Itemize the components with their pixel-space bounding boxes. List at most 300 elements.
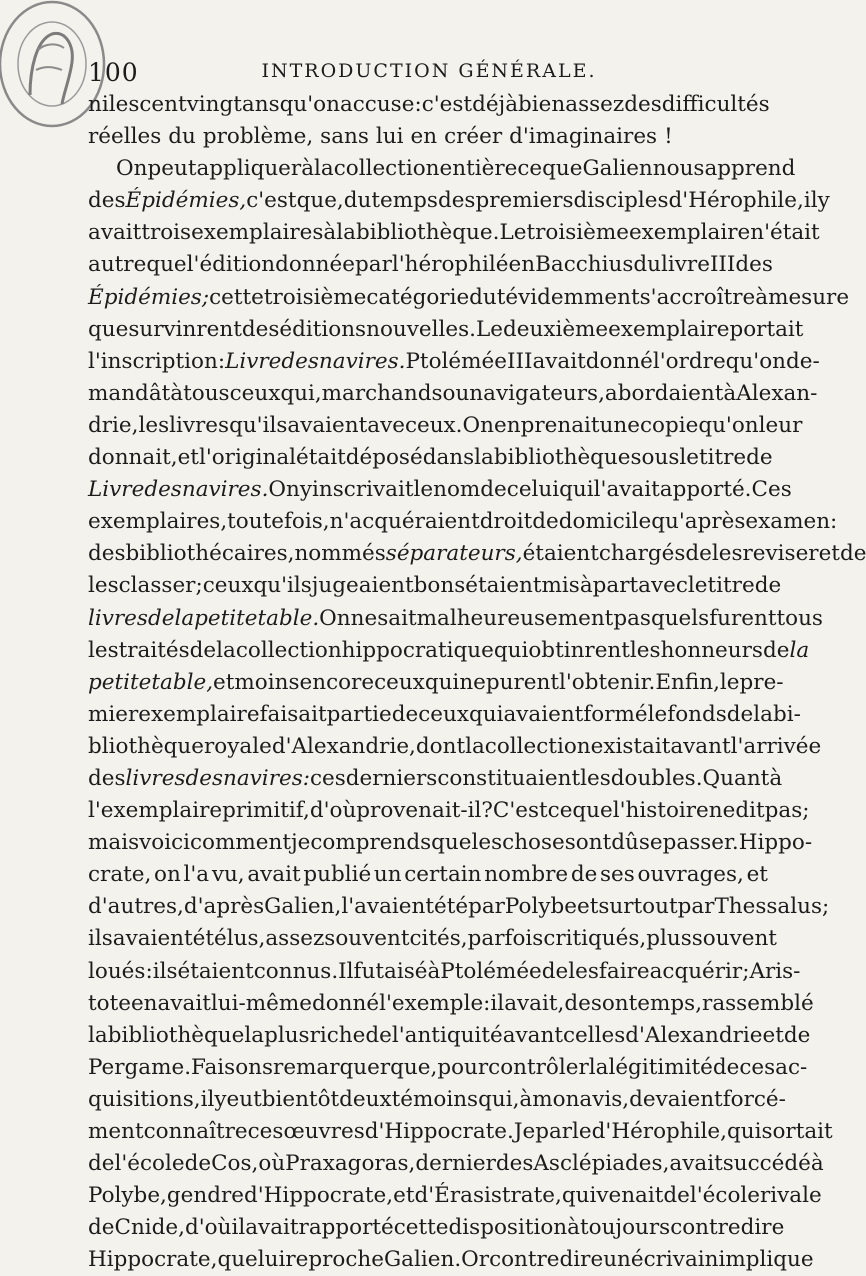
- word: III: [506, 348, 533, 374]
- word: qu'après: [651, 509, 746, 535]
- word: honneurs: [660, 637, 763, 663]
- word: du: [633, 252, 662, 278]
- word: acquérir;: [649, 958, 750, 984]
- text-line: [88, 153, 796, 185]
- word: l'ordre: [652, 348, 726, 374]
- italic-word: Épidémies,: [125, 188, 247, 214]
- word: donné: [311, 990, 380, 1016]
- word: voici: [139, 830, 191, 856]
- word: à: [567, 1215, 580, 1241]
- word: avec: [367, 412, 417, 438]
- word: ouvrages,: [637, 862, 744, 888]
- word: de: [754, 573, 782, 599]
- word: des: [88, 541, 126, 567]
- text-line: [88, 1244, 814, 1276]
- word: c'est: [246, 188, 297, 214]
- word: ceux: [202, 573, 254, 599]
- word: l'a: [183, 862, 210, 888]
- italic-word: navires: [223, 765, 303, 791]
- word: par: [354, 252, 392, 278]
- word: certain: [404, 862, 482, 888]
- word: Enfin,: [655, 669, 720, 695]
- word: disposition: [448, 1215, 568, 1241]
- word: donnait,: [88, 445, 178, 471]
- word: sous: [630, 445, 680, 471]
- word: qu'ils: [253, 573, 312, 599]
- word: du: [343, 188, 372, 214]
- word: bibliothèque: [107, 1022, 245, 1048]
- word: cités,: [409, 926, 468, 952]
- text-line: [88, 956, 801, 988]
- word: tote: [88, 990, 131, 1016]
- word: de: [365, 1022, 392, 1048]
- word: crate,: [88, 862, 152, 888]
- word: derniers: [345, 765, 438, 791]
- text-line: [88, 346, 820, 378]
- word: deux: [339, 1086, 392, 1112]
- word: trois: [141, 220, 192, 246]
- word: de: [762, 637, 790, 663]
- word: Galien.: [384, 1247, 462, 1273]
- text-line: [88, 1020, 811, 1052]
- word: que: [146, 252, 187, 278]
- word: Polybe,: [88, 1183, 167, 1209]
- word: la: [244, 1022, 265, 1048]
- word: cette: [393, 1215, 449, 1241]
- word: créer: [444, 124, 503, 150]
- italic-word: livres: [125, 765, 186, 791]
- text-line: [88, 185, 830, 217]
- word: temps: [371, 188, 438, 214]
- word: :: [830, 509, 838, 535]
- word: On: [319, 605, 351, 631]
- word: des: [735, 252, 773, 278]
- italic-word: séparateurs,: [385, 541, 523, 567]
- word: inscrivait: [312, 477, 414, 503]
- italic-word: Livre: [225, 348, 282, 374]
- text-line: [88, 731, 822, 763]
- page-header: [88, 58, 770, 86]
- word: royale: [204, 733, 272, 759]
- word: il: [803, 188, 818, 214]
- word: apporté.: [659, 477, 752, 503]
- word: peut: [147, 156, 197, 182]
- word: la: [314, 156, 334, 182]
- word: que: [88, 316, 129, 342]
- word: collection: [235, 637, 342, 663]
- word: ment: [88, 1119, 144, 1144]
- word: publié: [303, 862, 372, 888]
- word: venait: [596, 1183, 664, 1209]
- word: apprend: [704, 156, 796, 182]
- word: ce: [547, 798, 573, 824]
- word: à: [427, 958, 441, 984]
- word: contredire: [489, 1247, 604, 1273]
- word: domicile: [558, 509, 652, 535]
- word: ces: [739, 1054, 776, 1080]
- word: de: [685, 541, 712, 567]
- word: riche: [309, 1022, 366, 1048]
- italic-word: :: [302, 765, 310, 791]
- word: accuse: [339, 92, 415, 117]
- word: un: [603, 1247, 631, 1273]
- word: rassemblé: [702, 990, 814, 1016]
- word: titre: [698, 445, 747, 471]
- word: part: [592, 573, 639, 599]
- word: de: [184, 1151, 212, 1177]
- word: d'Hippocrate.: [364, 1119, 514, 1144]
- text-line: [88, 506, 838, 538]
- word: en: [130, 990, 158, 1016]
- word: titre: [707, 573, 755, 599]
- word: que: [431, 830, 472, 856]
- word: bi-: [772, 701, 801, 727]
- word: lui-même: [210, 990, 312, 1016]
- word: son: [590, 990, 629, 1016]
- word: prenait: [520, 412, 600, 438]
- word: mesure: [768, 284, 850, 310]
- word: y: [299, 477, 313, 503]
- word: vu,: [211, 862, 245, 888]
- word: exemplaires,: [88, 509, 228, 535]
- word: lui: [375, 124, 404, 150]
- word: d'autres,: [88, 894, 184, 920]
- word: la: [753, 701, 773, 727]
- word: les: [580, 765, 611, 791]
- word: d'Érasistrate,: [414, 1183, 562, 1209]
- word: d'après: [183, 894, 265, 920]
- word: d'imaginaires: [509, 124, 658, 150]
- word: déposé: [345, 445, 423, 471]
- word: l'exemple: [379, 990, 484, 1016]
- word: plus: [646, 926, 692, 952]
- word: :: [145, 958, 153, 984]
- italic-word: petite: [88, 669, 152, 695]
- word: mier: [88, 701, 139, 727]
- word: donnée: [275, 252, 355, 278]
- word: on: [154, 862, 181, 888]
- word: à: [769, 765, 783, 791]
- word: nous: [652, 156, 705, 182]
- word: faisait: [259, 701, 327, 727]
- word: On: [116, 156, 148, 182]
- word: celles: [562, 1022, 626, 1048]
- word: il: [490, 990, 505, 1016]
- word: quisitions,: [88, 1086, 201, 1112]
- word: l'arrivée: [730, 733, 822, 759]
- text-line: [88, 474, 792, 506]
- word: une: [599, 412, 640, 438]
- word: des: [241, 316, 280, 342]
- word: évidemment: [505, 284, 640, 310]
- word: d'Hérophile,: [591, 1119, 727, 1144]
- word: traités: [118, 637, 190, 663]
- word: gendre: [166, 1183, 244, 1209]
- italic-word: table,: [151, 669, 214, 695]
- word: encore: [299, 669, 375, 695]
- word: de: [391, 701, 419, 727]
- word: n'acquéraient: [329, 509, 480, 535]
- text-line: [88, 249, 773, 281]
- word: mandât: [88, 380, 171, 406]
- word: On: [268, 477, 300, 503]
- word: pre-: [739, 669, 784, 695]
- word: ont: [575, 830, 612, 856]
- word: dernier: [415, 1151, 496, 1177]
- word: nommés: [294, 541, 386, 567]
- text-line: [88, 699, 801, 731]
- word: de: [746, 445, 773, 471]
- word: :: [483, 990, 491, 1016]
- text-line: [88, 667, 784, 699]
- word: les: [629, 637, 661, 663]
- word: à: [723, 380, 737, 406]
- word: remarquer: [273, 1054, 391, 1080]
- word: écrivain: [630, 1247, 719, 1273]
- text-line: [88, 988, 814, 1020]
- italic-word: table.: [257, 605, 320, 631]
- word: l'obtenir.: [559, 669, 656, 695]
- word: qui,: [478, 1086, 520, 1112]
- word: bien: [518, 92, 566, 117]
- word: Le: [499, 220, 527, 246]
- word: la: [588, 1054, 609, 1080]
- word: Galien,: [264, 894, 342, 920]
- word: avait: [157, 990, 211, 1016]
- word: malheureusement: [416, 605, 614, 631]
- body-text: [88, 89, 866, 1276]
- word: tous: [776, 605, 823, 631]
- word: l'inscription: [88, 348, 218, 374]
- text-line: [88, 859, 768, 891]
- word: de: [726, 701, 754, 727]
- text-line: [88, 635, 810, 667]
- word: le: [413, 477, 434, 503]
- text-line: [88, 570, 782, 602]
- word: Ces: [751, 477, 792, 503]
- word: à: [519, 1086, 533, 1112]
- word: qui: [424, 669, 460, 695]
- word: l'avait: [593, 477, 660, 503]
- text-line: [88, 538, 866, 570]
- text-line: [88, 827, 813, 859]
- word: ils: [88, 926, 113, 952]
- word: Praxagoras,: [285, 1151, 416, 1177]
- word: souvent: [324, 926, 410, 952]
- word: des: [88, 188, 126, 214]
- word: bibliothèque: [493, 445, 631, 471]
- word: obtinrent: [528, 637, 630, 663]
- word: ac-: [775, 1054, 808, 1080]
- word: avait: [532, 348, 586, 374]
- word: qui: [468, 701, 504, 727]
- word: Galien: [582, 156, 653, 182]
- word: exemplaires: [191, 220, 324, 246]
- word: avaient: [112, 926, 193, 952]
- word: sortait: [761, 1119, 833, 1144]
- word: étaient: [177, 958, 254, 984]
- word: l'avaient: [341, 894, 434, 920]
- word: par: [468, 894, 505, 920]
- word: de: [712, 1054, 740, 1080]
- word: ne: [459, 669, 486, 695]
- word: d'Alexandrie,: [271, 733, 416, 759]
- word: assez: [565, 92, 625, 117]
- word: connaître: [143, 1119, 248, 1144]
- word: et: [177, 445, 199, 471]
- word: y: [817, 188, 830, 214]
- word: Asclépiades,: [533, 1151, 670, 1177]
- text-line: [88, 1116, 833, 1148]
- word: collection: [484, 733, 591, 759]
- word: Je: [513, 1119, 536, 1144]
- word: avant: [502, 1022, 563, 1048]
- word: de: [783, 1022, 811, 1048]
- text-line: [88, 121, 768, 153]
- word: n'était: [750, 220, 820, 246]
- word: dont: [415, 733, 466, 759]
- word: :: [217, 348, 226, 374]
- word: l'histoire: [612, 798, 709, 824]
- word: de: [480, 477, 507, 503]
- word: ces: [309, 765, 346, 791]
- word: mis: [541, 573, 580, 599]
- word: des: [437, 188, 476, 214]
- word: troisième: [526, 220, 629, 246]
- text-line: [88, 603, 823, 635]
- word: l'édition: [186, 252, 276, 278]
- text-line: [88, 314, 804, 346]
- italic-word: Épidémies;: [88, 284, 210, 310]
- italic-word: de: [147, 605, 175, 631]
- word: contrôler: [488, 1054, 589, 1080]
- word: qu'on: [698, 412, 759, 438]
- word: y: [214, 1086, 227, 1112]
- word: qui: [726, 1119, 762, 1144]
- text-line: [88, 217, 820, 249]
- word: droit: [479, 509, 533, 535]
- word: il: [231, 1215, 246, 1241]
- word: leur: [758, 412, 803, 438]
- word: le: [679, 445, 699, 471]
- word: Hippocrate,: [88, 1247, 218, 1273]
- word: s'accroître: [639, 284, 756, 310]
- word: l'original: [198, 445, 297, 471]
- word: nouvelles.: [366, 316, 476, 342]
- italic-word: la: [789, 637, 810, 663]
- word: troisième: [263, 284, 367, 310]
- word: les: [138, 412, 170, 438]
- word: mon: [532, 1086, 580, 1112]
- word: ni: [88, 92, 109, 117]
- word: à: [755, 284, 769, 310]
- word: et: [762, 1022, 784, 1048]
- word: dans: [422, 445, 475, 471]
- word: qu'on: [725, 348, 786, 374]
- word: à: [301, 156, 315, 182]
- word: éditions: [279, 316, 367, 342]
- word: rivale: [760, 1183, 822, 1209]
- word: ces: [247, 1119, 284, 1144]
- word: été: [433, 894, 469, 920]
- word: et: [393, 1183, 415, 1209]
- word: provenait-il: [356, 798, 482, 824]
- word: tous: [183, 380, 230, 406]
- word: à: [810, 1151, 824, 1177]
- text-line: [88, 763, 783, 795]
- italic-word: des: [281, 348, 319, 374]
- text-line: [88, 1052, 808, 1084]
- text-line: [88, 891, 830, 923]
- text-line: [88, 1180, 822, 1212]
- word: examen: [745, 509, 831, 535]
- word: l'hérophiléen: [391, 252, 536, 278]
- word: du: [168, 124, 196, 150]
- word: de: [532, 509, 559, 535]
- word: la: [88, 1022, 108, 1048]
- word: des: [495, 1151, 534, 1177]
- word: étaient: [522, 541, 599, 567]
- word: et: [818, 541, 840, 567]
- word: autre: [88, 252, 147, 278]
- word: de: [564, 990, 591, 1016]
- word: exemplaire: [628, 220, 751, 246]
- word: avait,: [504, 990, 565, 1016]
- word: par: [677, 894, 715, 920]
- word: de-: [785, 348, 820, 374]
- word: aisé: [384, 958, 428, 984]
- word: la: [465, 733, 485, 759]
- word: parle: [535, 1119, 592, 1144]
- word: Faisons: [191, 1054, 274, 1080]
- italic-word: des: [185, 765, 223, 791]
- word: mais: [88, 830, 140, 856]
- word: ceux: [229, 380, 281, 406]
- word: ses: [600, 862, 635, 888]
- word: pour: [437, 1054, 489, 1080]
- word: livre: [661, 252, 710, 278]
- word: des: [88, 765, 126, 791]
- word: appliquer: [196, 156, 302, 182]
- text-line: [88, 1212, 785, 1244]
- word: l'antiquité: [391, 1022, 503, 1048]
- word: Il: [338, 958, 354, 984]
- word: Bacchius: [535, 252, 634, 278]
- word: témoins: [391, 1086, 479, 1112]
- word: les: [711, 541, 743, 567]
- word: comprends: [310, 830, 432, 856]
- page-number: 100: [88, 58, 139, 87]
- word: fut: [353, 958, 384, 984]
- word: existait: [590, 733, 671, 759]
- word: dut: [469, 284, 506, 310]
- word: collection: [333, 156, 440, 182]
- word: et: [746, 862, 768, 888]
- word: Hippo-: [738, 830, 813, 856]
- word: se: [638, 830, 663, 856]
- word: donné: [585, 348, 653, 374]
- word: Thessalus;: [714, 894, 830, 920]
- word: navigateurs,: [469, 380, 605, 406]
- word: de: [570, 862, 598, 888]
- word: Ptolémée: [440, 958, 542, 984]
- word: les: [471, 830, 503, 856]
- word: les: [108, 92, 140, 117]
- word: sait: [377, 605, 417, 631]
- word: quels: [650, 605, 710, 631]
- text-line: [88, 442, 773, 474]
- word: ce: [517, 156, 543, 182]
